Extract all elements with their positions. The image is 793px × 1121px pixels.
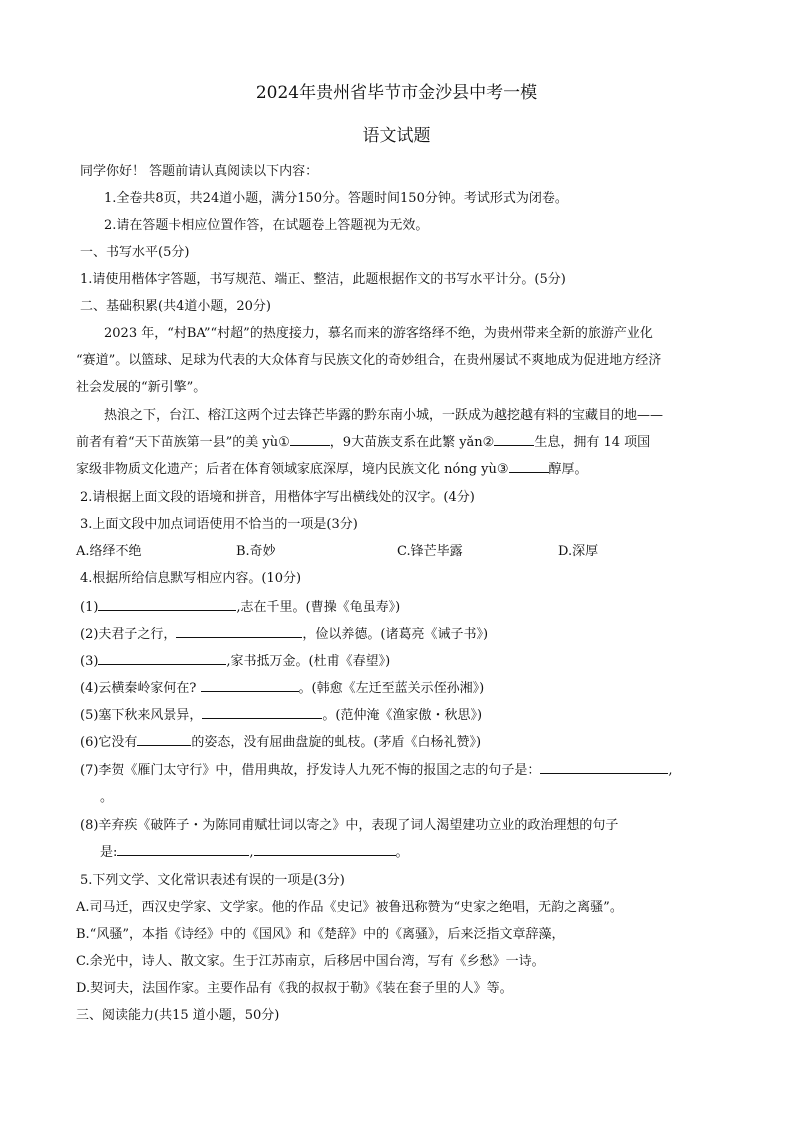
passage-paragraph-1-line-3: 社会发展的“新引擎”。: [76, 380, 207, 395]
exam-title: 2024年贵州省毕节市金沙县中考一模: [255, 83, 538, 103]
answer-blank[interactable]: [201, 679, 299, 692]
q5-option-a[interactable]: A.司马迁，西汉史学家、文学家。他的作品《史记》被鲁迅称赞为“史家之绝唱，无韵之离骚”。: [76, 900, 623, 915]
answer-blank[interactable]: [254, 843, 396, 856]
q4-item-6: [80, 731, 481, 750]
q4-item-7: [80, 759, 673, 778]
passage-text: 醇厚。: [548, 462, 588, 477]
section-3-heading: 三、阅读能力(共15 道小题，50分): [76, 1008, 280, 1023]
notice-rule-1: 1.全卷共8页，共24道小题，满分150分。答题时间150分钟。考试形式为闭卷。: [104, 191, 568, 206]
passage-paragraph-1-line-2: “赛道”。以篮球、足球为代表的大众体育与民族文化的奇妙组合，在贵州屡试不爽地成为促进地方经济: [76, 353, 662, 368]
q4-text: ,: [249, 845, 254, 860]
q4-item-5: [80, 704, 482, 723]
passage-text: 前者有着“天下苗族第一县”的美 yù①: [76, 435, 290, 450]
q4-text: 是:: [100, 845, 118, 860]
q5-option-b[interactable]: B.“风骚”，本指《诗经》中的《国风》和《楚辞》中的《离骚》，后来泛指文章辞藻，: [76, 927, 565, 942]
q3-option-b[interactable]: B.奇妙: [236, 544, 276, 559]
answer-blank[interactable]: [98, 598, 236, 611]
notice-rule-2: 2.请在答题卡相应位置作答，在试题卷上答题视为无效。: [104, 218, 429, 233]
q4-text: 。: [395, 845, 409, 860]
q4-text: (5)塞下秋来风景异，: [80, 708, 203, 723]
q4-item-2: [80, 623, 488, 642]
passage-text: ，9大苗族支系在此繁 yǎn②: [329, 435, 495, 450]
q4-text: (3): [80, 654, 99, 669]
q4-text: 。(范仲淹《渔家傲・秋思》): [322, 708, 483, 723]
q4-text: ，俭以养德。(诸葛亮《诫子书》): [302, 627, 489, 642]
question-5: 5.下列文学、文化常识表述有误的一项是(3分): [80, 873, 345, 888]
q4-text: 。: [100, 790, 114, 805]
q4-item-4: [80, 677, 484, 696]
q4-text: ,: [668, 763, 673, 778]
section-2-heading: 二、基础积累(共4道小题，20分): [80, 299, 271, 314]
exam-subtitle: 语文试题: [362, 126, 431, 146]
q4-text: (6)它没有: [80, 735, 138, 750]
q4-item-1: [80, 596, 400, 615]
q4-text: (1): [80, 600, 99, 615]
q4-text: ,家书抵万金。(杜甫《春望》): [226, 654, 391, 669]
answer-blank[interactable]: [98, 652, 226, 665]
answer-blank-3[interactable]: [509, 460, 549, 473]
q3-option-d[interactable]: D.深厚: [558, 544, 599, 559]
q5-option-c[interactable]: C.余光中，诗人、散文家。生于江苏南京，后移居中国台湾，写有《乡愁》一诗。: [76, 954, 545, 969]
q4-item-7-line-2: [100, 786, 113, 805]
notice-greeting: 同学你好！ 答题前请认真阅读以下内容：: [80, 164, 319, 179]
answer-blank-1[interactable]: [290, 433, 330, 446]
passage-paragraph-2-line-2: [76, 431, 650, 450]
answer-blank[interactable]: [117, 843, 249, 856]
answer-blank[interactable]: [137, 733, 191, 746]
question-4: 4.根据所给信息默写相应内容。(10分): [80, 571, 302, 586]
q4-text: (4)云横秦岭家何在?: [80, 681, 201, 696]
q4-text: 。(韩愈《左迁至蓝关示侄孙湘》): [298, 681, 485, 696]
q4-text: (2)夫君子之行，: [80, 627, 177, 642]
question-3: 3.上面文段中加点词语使用不恰当的一项是(3分): [80, 517, 358, 532]
q4-item-8-line-2: [100, 841, 409, 860]
q4-text: (7)李贺《雁门太守行》中，借用典故，抒发诗人九死不悔的报国之志的句子是：: [80, 763, 541, 778]
answer-blank[interactable]: [202, 706, 322, 719]
passage-paragraph-2-line-1: 热浪之下，台江、榕江这两个过去锋芒毕露的黔东南小城，一跃成为越挖越有料的宝藏目的地——: [104, 408, 664, 423]
passage-text: 生息，拥有 14 项国: [534, 435, 651, 450]
question-1: 1.请使用楷体字答题，书写规范、端正、整洁，此题根据作文的书写水平计分。(5分): [80, 272, 566, 287]
q4-item-8: (8)辛弃疾《破阵子・为陈同甫赋壮词以寄之》中，表现了词人渴望建功立业的政治理想的句子: [80, 818, 619, 833]
section-1-heading: 一、书写水平(5分): [80, 245, 190, 260]
passage-paragraph-1-line-1: 2023 年，“村BA”“村超”的热度接力，慕名而来的游客络绎不绝，为贵州带来全新的旅游产业化: [104, 326, 653, 341]
question-2: 2.请根据上面文段的语境和拼音，用楷体字写出横线处的汉字。(4分): [80, 490, 475, 505]
answer-blank[interactable]: [176, 625, 302, 638]
q3-option-a[interactable]: A.络绎不绝: [76, 544, 142, 559]
answer-blank[interactable]: [540, 761, 668, 774]
q4-text: ,志在千里。(曹操《龟虽寿》): [236, 600, 401, 615]
answer-blank-2[interactable]: [494, 433, 534, 446]
passage-text: 家级非物质文化遗产；后者在体育领域家底深厚，境内民族文化 nóng yù③: [76, 462, 509, 477]
q5-option-d[interactable]: D.契诃夫，法国作家。主要作品有《我的叔叔于勒》《装在套子里的人》等。: [76, 981, 513, 996]
q4-text: 的姿态，没有屈曲盘旋的虬枝。(茅盾《白杨礼赞》): [191, 735, 482, 750]
passage-paragraph-2-line-3: [76, 458, 588, 477]
q3-option-c[interactable]: C.锋芒毕露: [397, 544, 463, 559]
q4-item-3: [80, 650, 390, 669]
